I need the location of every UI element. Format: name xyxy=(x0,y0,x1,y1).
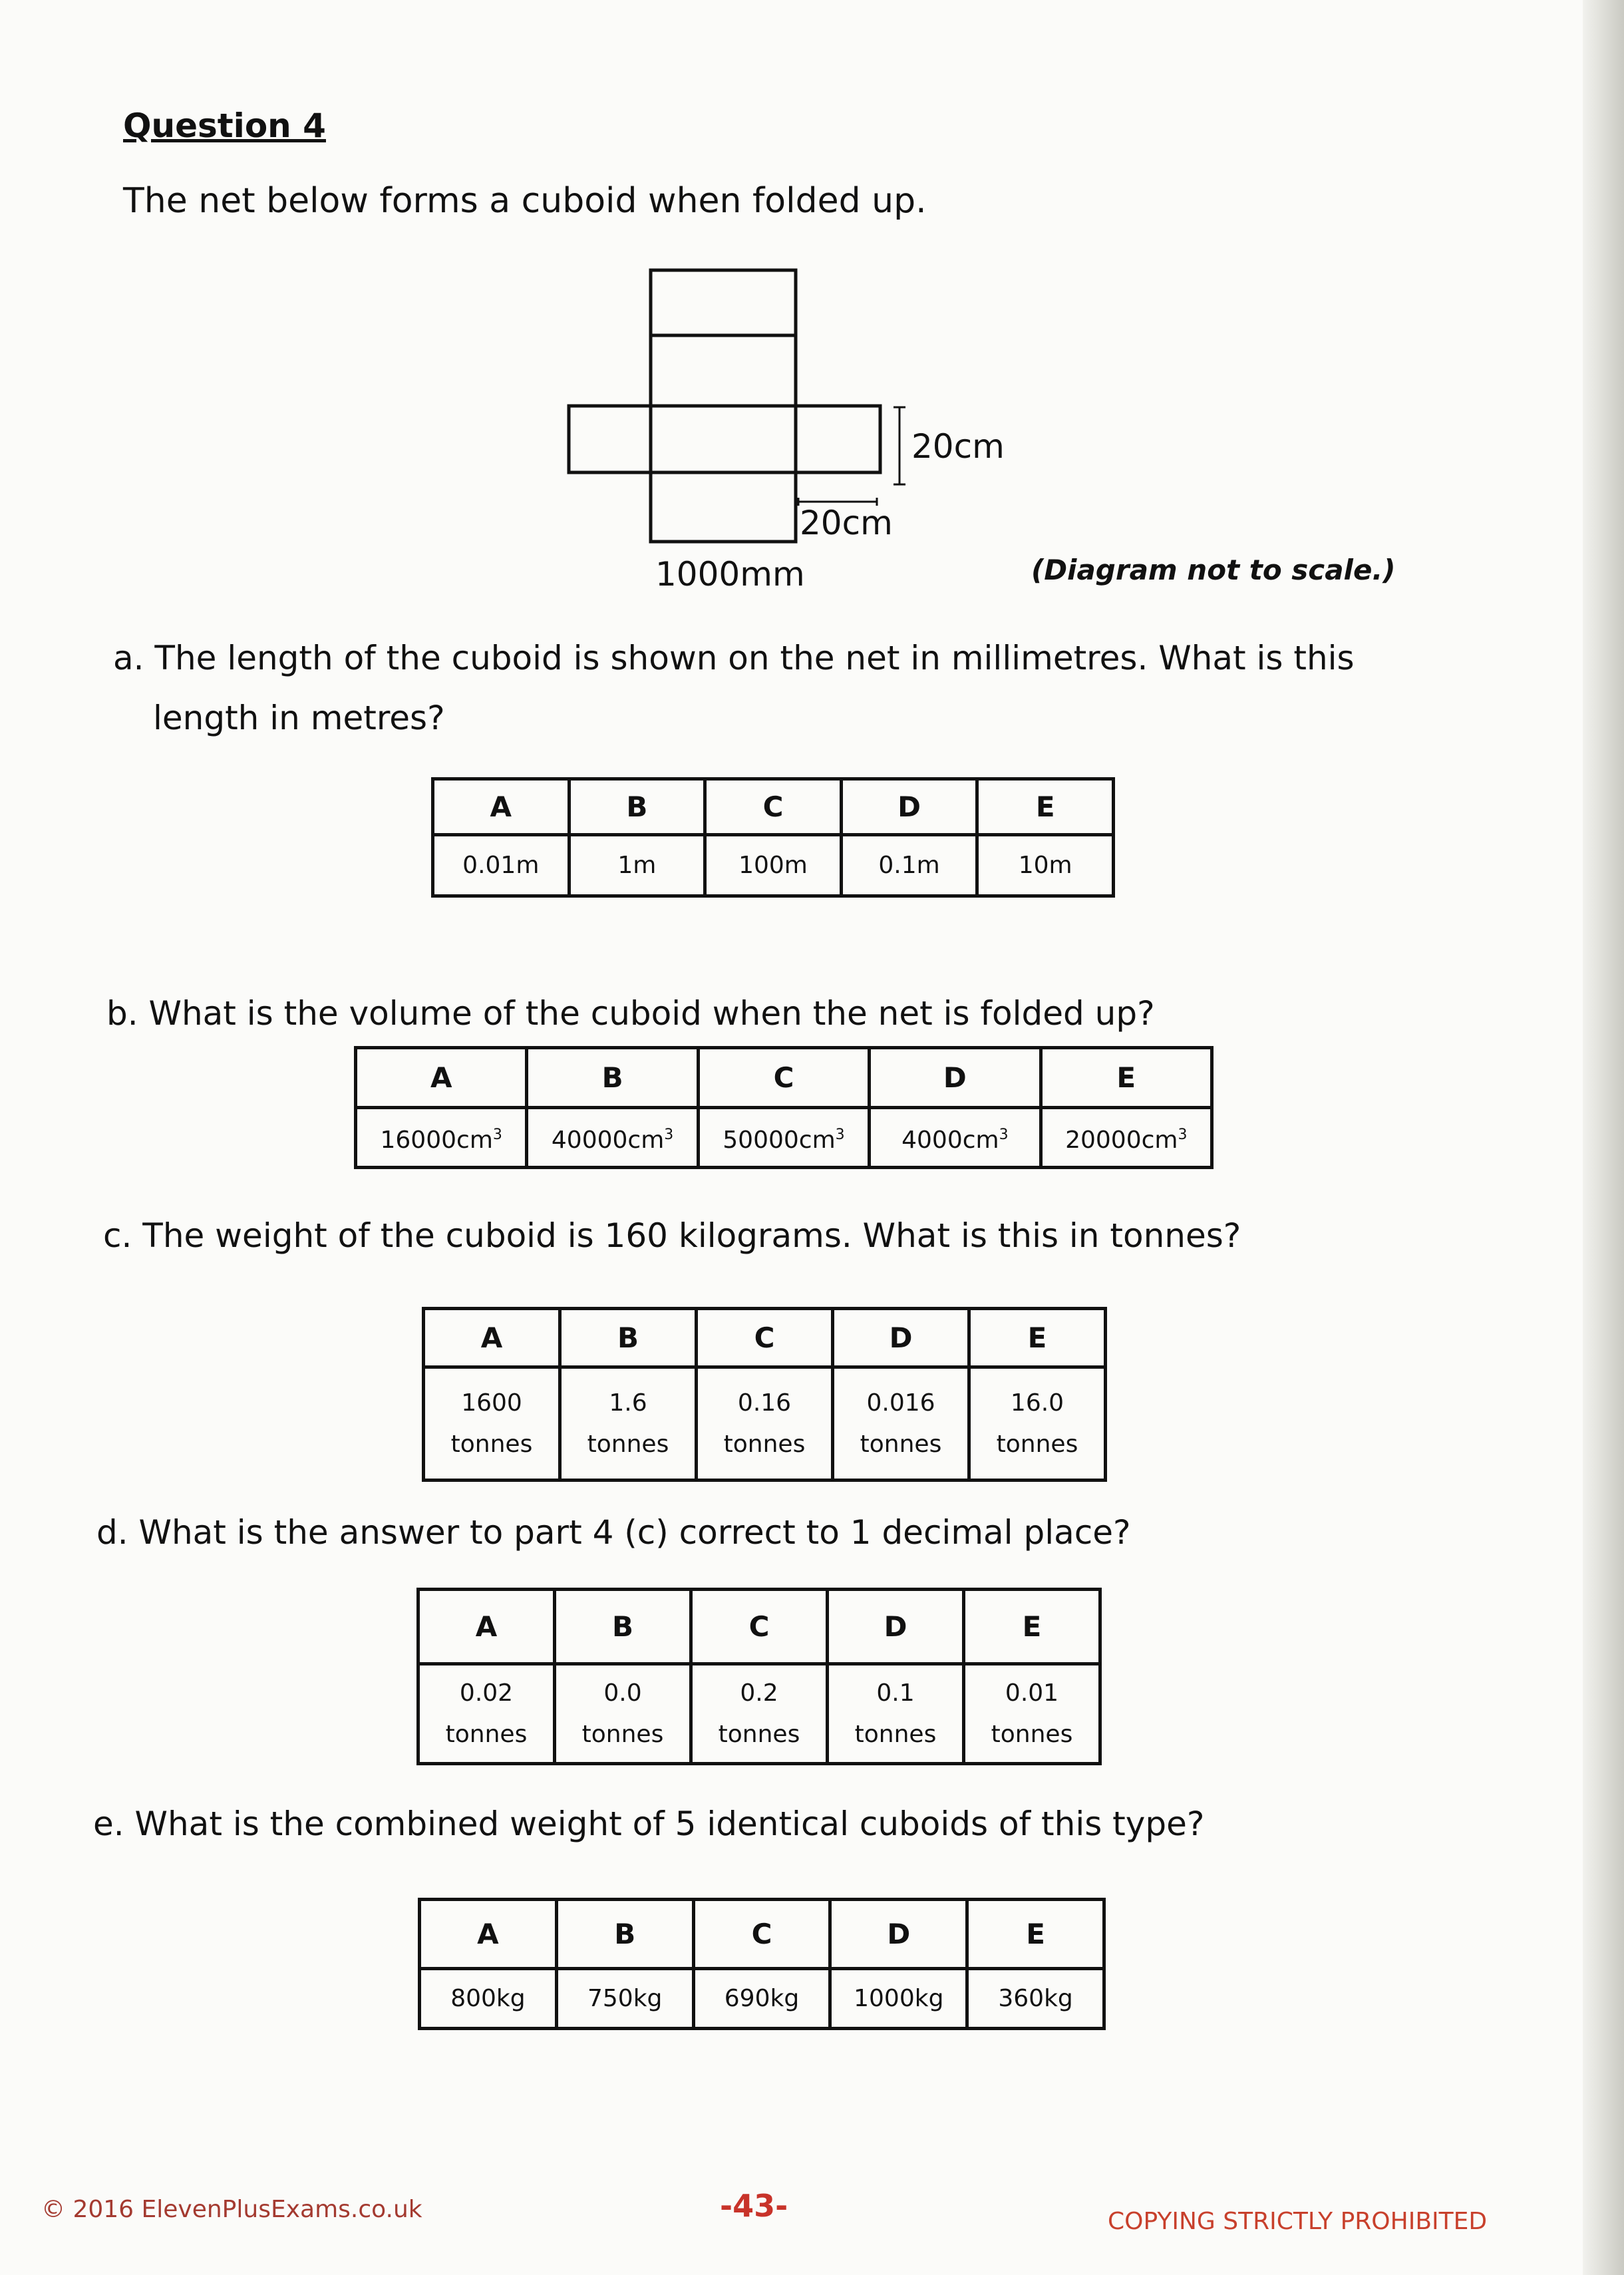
width-label: 20cm xyxy=(800,504,893,542)
net-svg xyxy=(559,260,1025,552)
question-e-options xyxy=(418,1898,1106,2030)
height-dimension-marker xyxy=(893,407,905,484)
option-b-letter: B xyxy=(555,1590,691,1664)
net-face-bottom xyxy=(651,472,796,542)
option-c-answer[interactable]: 0.2 tonnes xyxy=(691,1664,828,1764)
option-e-letter: E xyxy=(967,1900,1104,1969)
option-a-answer[interactable]: 0.01m xyxy=(433,835,569,896)
option-e-letter: E xyxy=(964,1590,1100,1664)
question-e-text: e. What is the combined weight of 5 identical cuboids of this type? xyxy=(93,1805,1205,1843)
option-d-letter: D xyxy=(828,1590,964,1664)
option-d-answer[interactable]: 0.1m xyxy=(841,835,977,896)
option-e-letter: E xyxy=(969,1309,1106,1367)
option-b-letter: B xyxy=(556,1900,693,1969)
question-a-line2: length in metres? xyxy=(153,699,445,737)
option-b-letter: B xyxy=(527,1048,698,1108)
option-d-answer[interactable]: 0.1 tonnes xyxy=(828,1664,964,1764)
question-b-options xyxy=(354,1046,1214,1169)
option-a-answer[interactable]: 0.02 tonnes xyxy=(418,1664,555,1764)
option-a-letter: A xyxy=(418,1590,555,1664)
net-face-top2 xyxy=(651,335,796,406)
net-face-top1 xyxy=(651,270,796,335)
option-c-answer[interactable]: 0.16 tonnes xyxy=(697,1367,833,1481)
question-intro: The net below forms a cuboid when folded up. xyxy=(123,181,927,221)
question-c-options xyxy=(422,1307,1107,1482)
option-c-answer[interactable]: 100m xyxy=(705,835,842,896)
option-b-answer[interactable]: 750kg xyxy=(556,1969,693,2029)
question-a-options xyxy=(431,777,1115,898)
option-b-letter: B xyxy=(560,1309,697,1367)
option-a-answer[interactable]: $16000cm^3$ xyxy=(356,1108,527,1168)
option-a-answer[interactable]: 800kg xyxy=(420,1969,557,2029)
length-label: 1000mm xyxy=(655,555,805,594)
option-d-answer[interactable]: 1000kg xyxy=(830,1969,967,2029)
option-a-answer[interactable]: 1600 tonnes xyxy=(424,1367,560,1481)
option-b-answer[interactable]: 0.0 tonnes xyxy=(555,1664,691,1764)
footer-copyright: © 2016 ElevenPlusExams.co.uk xyxy=(41,2196,422,2223)
footer-page-number: -43- xyxy=(720,2188,788,2224)
option-a-letter: A xyxy=(420,1900,557,1969)
option-c-letter: C xyxy=(693,1900,830,1969)
footer-notice: COPYING STRICTLY PROHIBITED xyxy=(1108,2208,1488,2235)
option-e-answer[interactable]: $20000cm^3$ xyxy=(1041,1108,1212,1168)
option-d-letter: D xyxy=(841,779,977,835)
option-b-answer[interactable]: $40000cm^3$ xyxy=(527,1108,698,1168)
option-e-answer[interactable]: 10m xyxy=(977,835,1114,896)
option-a-letter: A xyxy=(356,1048,527,1108)
option-c-letter: C xyxy=(697,1309,833,1367)
option-e-answer[interactable]: 16.0 tonnes xyxy=(969,1367,1106,1481)
net-face-left xyxy=(569,406,651,472)
option-e-letter: E xyxy=(1041,1048,1212,1108)
option-c-letter: C xyxy=(705,779,842,835)
cuboid-net-diagram xyxy=(559,260,1025,555)
option-d-letter: D xyxy=(870,1048,1041,1108)
option-c-letter: C xyxy=(691,1590,828,1664)
option-d-letter: D xyxy=(833,1309,969,1367)
option-d-letter: D xyxy=(830,1900,967,1969)
height-label: 20cm xyxy=(911,427,1005,466)
option-e-letter: E xyxy=(977,779,1114,835)
option-e-answer[interactable]: 360kg xyxy=(967,1969,1104,2029)
net-face-right xyxy=(796,406,880,472)
option-a-letter: A xyxy=(424,1309,560,1367)
option-c-answer[interactable]: $50000cm^3$ xyxy=(698,1108,869,1168)
question-d-options xyxy=(416,1588,1102,1765)
option-c-answer[interactable]: 690kg xyxy=(693,1969,830,2029)
option-d-answer[interactable]: 0.016 tonnes xyxy=(833,1367,969,1481)
question-d-text: d. What is the answer to part 4 (c) correct to 1 decimal place? xyxy=(96,1513,1131,1552)
question-c-text: c. The weight of the cuboid is 160 kilograms. What is this in tonnes? xyxy=(103,1216,1241,1255)
question-heading: Question 4 xyxy=(123,106,326,145)
option-c-letter: C xyxy=(698,1048,869,1108)
page-edge-shadow xyxy=(1583,0,1624,2275)
option-b-letter: B xyxy=(569,779,705,835)
question-a-text xyxy=(113,628,1355,748)
diagram-note: (Diagram not to scale.) xyxy=(1031,554,1396,586)
option-a-letter: A xyxy=(433,779,569,835)
net-face-centre xyxy=(651,406,796,472)
option-b-answer[interactable]: 1m xyxy=(569,835,705,896)
option-d-answer[interactable]: $4000cm^3$ xyxy=(870,1108,1041,1168)
option-b-answer[interactable]: 1.6 tonnes xyxy=(560,1367,697,1481)
question-b-text: b. What is the volume of the cuboid when the net is folded up? xyxy=(106,994,1155,1033)
question-a-line1: a. The length of the cuboid is shown on the net in millimetres. What is this xyxy=(113,639,1355,677)
option-e-answer[interactable]: 0.01 tonnes xyxy=(964,1664,1100,1764)
